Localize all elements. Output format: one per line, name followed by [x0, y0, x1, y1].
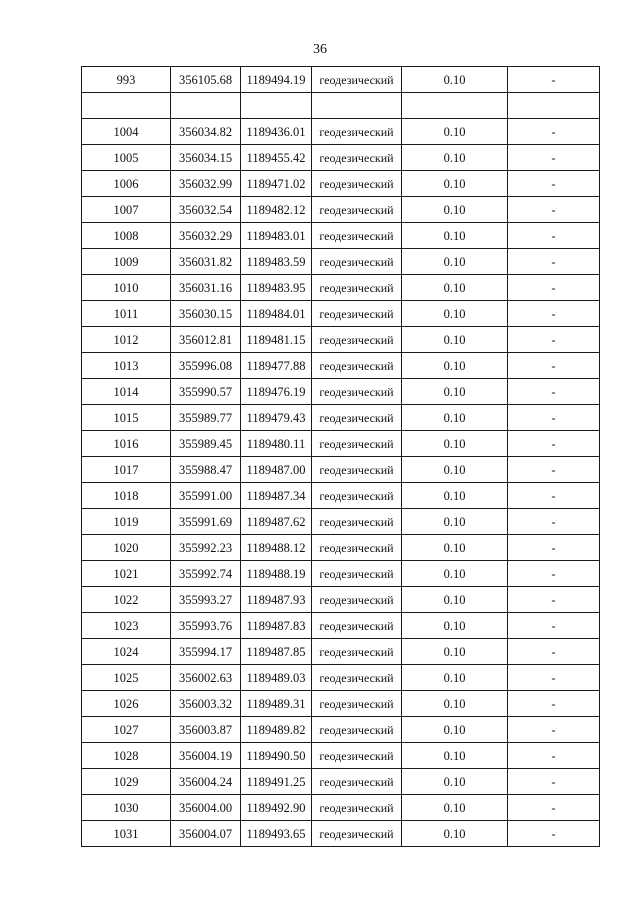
point-number-cell: 1008 — [82, 223, 171, 249]
x-coordinate-cell: 356030.15 — [171, 301, 241, 327]
table-row — [82, 67, 600, 93]
accuracy-cell: 0.10 — [402, 431, 508, 457]
y-coordinate-cell: 1189455.42 — [241, 145, 312, 171]
x-coordinate-cell: 356032.29 — [171, 223, 241, 249]
point-number-cell: 1031 — [82, 821, 171, 847]
point-number-cell: 1016 — [82, 431, 171, 457]
table-row — [82, 379, 600, 405]
x-coordinate-cell: 356004.07 — [171, 821, 241, 847]
note-cell: - — [508, 301, 600, 327]
note-cell: - — [508, 67, 600, 93]
method-cell: геодезический — [312, 67, 402, 93]
note-cell: - — [508, 379, 600, 405]
table-row — [82, 93, 600, 119]
y-coordinate-cell: 1189487.00 — [241, 457, 312, 483]
method-cell: геодезический — [312, 119, 402, 145]
x-coordinate-cell: 355996.08 — [171, 353, 241, 379]
y-coordinate-cell: 1189471.02 — [241, 171, 312, 197]
method-cell: геодезический — [312, 223, 402, 249]
x-coordinate-cell: 355992.74 — [171, 561, 241, 587]
y-coordinate-cell: 1189487.34 — [241, 483, 312, 509]
table-body — [82, 67, 600, 847]
note-cell: - — [508, 483, 600, 509]
method-cell: геодезический — [312, 275, 402, 301]
accuracy-cell: 0.10 — [402, 327, 508, 353]
note-cell: - — [508, 223, 600, 249]
note-cell: - — [508, 639, 600, 665]
x-coordinate-cell: 355992.23 — [171, 535, 241, 561]
point-number-cell: 1020 — [82, 535, 171, 561]
point-number-cell: 1012 — [82, 327, 171, 353]
x-coordinate-cell: 356002.63 — [171, 665, 241, 691]
method-cell: геодезический — [312, 483, 402, 509]
point-number-cell: 1029 — [82, 769, 171, 795]
method-cell: геодезический — [312, 717, 402, 743]
point-number-cell: 1026 — [82, 691, 171, 717]
accuracy-cell: 0.10 — [402, 665, 508, 691]
y-coordinate-cell: 1189483.95 — [241, 275, 312, 301]
y-coordinate-cell: 1189488.19 — [241, 561, 312, 587]
x-coordinate-cell: 355990.57 — [171, 379, 241, 405]
accuracy-cell: 0.10 — [402, 353, 508, 379]
note-cell: - — [508, 691, 600, 717]
x-coordinate-cell: 355993.27 — [171, 587, 241, 613]
accuracy-cell: 0.10 — [402, 535, 508, 561]
method-cell: геодезический — [312, 691, 402, 717]
accuracy-cell: 0.10 — [402, 457, 508, 483]
accuracy-cell: 0.10 — [402, 223, 508, 249]
table-row — [82, 171, 600, 197]
point-number-cell: 1010 — [82, 275, 171, 301]
point-number-cell: 1018 — [82, 483, 171, 509]
method-cell: геодезический — [312, 197, 402, 223]
x-coordinate-cell: 356003.87 — [171, 717, 241, 743]
y-coordinate-cell: 1189484.01 — [241, 301, 312, 327]
y-coordinate-cell: 1189480.11 — [241, 431, 312, 457]
method-cell: геодезический — [312, 743, 402, 769]
point-number-cell: 1017 — [82, 457, 171, 483]
x-coordinate-cell: 356004.24 — [171, 769, 241, 795]
x-coordinate-cell: 356032.99 — [171, 171, 241, 197]
note-cell: - — [508, 561, 600, 587]
accuracy-cell: 0.10 — [402, 743, 508, 769]
point-number-cell: 1027 — [82, 717, 171, 743]
point-number-cell: 1006 — [82, 171, 171, 197]
table-row — [82, 197, 600, 223]
note-cell: - — [508, 327, 600, 353]
page-number: 36 — [313, 42, 327, 57]
table-row — [82, 275, 600, 301]
method-cell: геодезический — [312, 145, 402, 171]
accuracy-cell: 0.10 — [402, 821, 508, 847]
accuracy-cell: 0.10 — [402, 717, 508, 743]
y-coordinate-cell: 1189491.25 — [241, 769, 312, 795]
y-coordinate-cell: 1189483.59 — [241, 249, 312, 275]
table-row — [82, 119, 600, 145]
accuracy-cell: 0.10 — [402, 197, 508, 223]
table-row — [82, 145, 600, 171]
x-coordinate-cell: 356003.32 — [171, 691, 241, 717]
x-coordinate-cell: 355988.47 — [171, 457, 241, 483]
accuracy-cell: 0.10 — [402, 379, 508, 405]
y-coordinate-cell: 1189476.19 — [241, 379, 312, 405]
table-row — [82, 613, 600, 639]
point-number-cell: 1007 — [82, 197, 171, 223]
y-coordinate-cell: 1189488.12 — [241, 535, 312, 561]
point-number-cell: 1013 — [82, 353, 171, 379]
method-cell: геодезический — [312, 171, 402, 197]
y-coordinate-cell: 1189479.43 — [241, 405, 312, 431]
note-cell: - — [508, 353, 600, 379]
point-number-cell: 1015 — [82, 405, 171, 431]
table-row — [82, 353, 600, 379]
note-cell: - — [508, 509, 600, 535]
note-cell: - — [508, 405, 600, 431]
note-cell: - — [508, 769, 600, 795]
y-coordinate-cell: 1189487.93 — [241, 587, 312, 613]
note-cell: - — [508, 821, 600, 847]
table-row — [82, 795, 600, 821]
note-cell: - — [508, 145, 600, 171]
table-row — [82, 431, 600, 457]
method-cell: геодезический — [312, 457, 402, 483]
x-coordinate-cell: 356012.81 — [171, 327, 241, 353]
x-coordinate-cell: 356032.54 — [171, 197, 241, 223]
method-cell: геодезический — [312, 561, 402, 587]
point-number-cell — [82, 93, 171, 119]
x-coordinate-cell: 356004.19 — [171, 743, 241, 769]
y-coordinate-cell: 1189490.50 — [241, 743, 312, 769]
method-cell: геодезический — [312, 301, 402, 327]
method-cell: геодезический — [312, 249, 402, 275]
table-row — [82, 665, 600, 691]
table-row — [82, 717, 600, 743]
y-coordinate-cell: 1189487.83 — [241, 613, 312, 639]
note-cell: - — [508, 587, 600, 613]
accuracy-cell: 0.10 — [402, 795, 508, 821]
table-row — [82, 561, 600, 587]
method-cell: геодезический — [312, 509, 402, 535]
y-coordinate-cell: 1189481.15 — [241, 327, 312, 353]
table-row — [82, 483, 600, 509]
y-coordinate-cell: 1189487.62 — [241, 509, 312, 535]
note-cell: - — [508, 171, 600, 197]
table-row — [82, 535, 600, 561]
point-number-cell: 1021 — [82, 561, 171, 587]
y-coordinate-cell: 1189494.19 — [241, 67, 312, 93]
x-coordinate-cell: 355991.69 — [171, 509, 241, 535]
y-coordinate-cell: 1189489.03 — [241, 665, 312, 691]
method-cell: геодезический — [312, 587, 402, 613]
note-cell: - — [508, 795, 600, 821]
x-coordinate-cell: 356105.68 — [171, 67, 241, 93]
table-row — [82, 691, 600, 717]
table-row — [82, 821, 600, 847]
method-cell: геодезический — [312, 379, 402, 405]
accuracy-cell: 0.10 — [402, 145, 508, 171]
note-cell: - — [508, 535, 600, 561]
accuracy-cell: 0.10 — [402, 275, 508, 301]
method-cell — [312, 93, 402, 119]
table-row — [82, 509, 600, 535]
point-number-cell: 1011 — [82, 301, 171, 327]
method-cell: геодезический — [312, 665, 402, 691]
accuracy-cell: 0.10 — [402, 509, 508, 535]
point-number-cell: 1030 — [82, 795, 171, 821]
table-row — [82, 743, 600, 769]
x-coordinate-cell: 355989.45 — [171, 431, 241, 457]
method-cell: геодезический — [312, 769, 402, 795]
accuracy-cell: 0.10 — [402, 249, 508, 275]
x-coordinate-cell — [171, 93, 241, 119]
accuracy-cell: 0.10 — [402, 171, 508, 197]
accuracy-cell: 0.10 — [402, 587, 508, 613]
table-row — [82, 587, 600, 613]
y-coordinate-cell: 1189436.01 — [241, 119, 312, 145]
y-coordinate-cell: 1189483.01 — [241, 223, 312, 249]
point-number-cell: 1028 — [82, 743, 171, 769]
note-cell: - — [508, 197, 600, 223]
x-coordinate-cell: 355991.00 — [171, 483, 241, 509]
method-cell: геодезический — [312, 327, 402, 353]
note-cell: - — [508, 717, 600, 743]
x-coordinate-cell: 355989.77 — [171, 405, 241, 431]
coordinates-table — [81, 66, 600, 847]
accuracy-cell: 0.10 — [402, 67, 508, 93]
accuracy-cell: 0.10 — [402, 769, 508, 795]
method-cell: геодезический — [312, 639, 402, 665]
note-cell: - — [508, 249, 600, 275]
note-cell — [508, 93, 600, 119]
accuracy-cell: 0.10 — [402, 405, 508, 431]
accuracy-cell — [402, 93, 508, 119]
method-cell: геодезический — [312, 405, 402, 431]
x-coordinate-cell: 355993.76 — [171, 613, 241, 639]
accuracy-cell: 0.10 — [402, 561, 508, 587]
point-number-cell: 1005 — [82, 145, 171, 171]
note-cell: - — [508, 431, 600, 457]
method-cell: геодезический — [312, 795, 402, 821]
point-number-cell: 1024 — [82, 639, 171, 665]
point-number-cell: 1025 — [82, 665, 171, 691]
accuracy-cell: 0.10 — [402, 119, 508, 145]
y-coordinate-cell: 1189489.82 — [241, 717, 312, 743]
point-number-cell: 1009 — [82, 249, 171, 275]
accuracy-cell: 0.10 — [402, 691, 508, 717]
method-cell: геодезический — [312, 431, 402, 457]
x-coordinate-cell: 355994.17 — [171, 639, 241, 665]
x-coordinate-cell: 356004.00 — [171, 795, 241, 821]
accuracy-cell: 0.10 — [402, 613, 508, 639]
method-cell: геодезический — [312, 535, 402, 561]
note-cell: - — [508, 275, 600, 301]
note-cell: - — [508, 457, 600, 483]
accuracy-cell: 0.10 — [402, 639, 508, 665]
table-row — [82, 457, 600, 483]
table-row — [82, 327, 600, 353]
y-coordinate-cell: 1189489.31 — [241, 691, 312, 717]
point-number-cell: 1022 — [82, 587, 171, 613]
point-number-cell: 1014 — [82, 379, 171, 405]
point-number-cell: 1004 — [82, 119, 171, 145]
y-coordinate-cell: 1189477.88 — [241, 353, 312, 379]
table-row — [82, 639, 600, 665]
point-number-cell: 993 — [82, 67, 171, 93]
y-coordinate-cell: 1189493.65 — [241, 821, 312, 847]
y-coordinate-cell — [241, 93, 312, 119]
table-row — [82, 301, 600, 327]
point-number-cell: 1023 — [82, 613, 171, 639]
x-coordinate-cell: 356031.16 — [171, 275, 241, 301]
point-number-cell: 1019 — [82, 509, 171, 535]
table-row — [82, 405, 600, 431]
table-row — [82, 769, 600, 795]
method-cell: геодезический — [312, 821, 402, 847]
y-coordinate-cell: 1189482.12 — [241, 197, 312, 223]
y-coordinate-cell: 1189492.90 — [241, 795, 312, 821]
method-cell: геодезический — [312, 613, 402, 639]
note-cell: - — [508, 613, 600, 639]
x-coordinate-cell: 356031.82 — [171, 249, 241, 275]
note-cell: - — [508, 119, 600, 145]
note-cell: - — [508, 665, 600, 691]
table-row — [82, 223, 600, 249]
note-cell: - — [508, 743, 600, 769]
accuracy-cell: 0.10 — [402, 483, 508, 509]
x-coordinate-cell: 356034.15 — [171, 145, 241, 171]
y-coordinate-cell: 1189487.85 — [241, 639, 312, 665]
method-cell: геодезический — [312, 353, 402, 379]
x-coordinate-cell: 356034.82 — [171, 119, 241, 145]
accuracy-cell: 0.10 — [402, 301, 508, 327]
table-row — [82, 249, 600, 275]
